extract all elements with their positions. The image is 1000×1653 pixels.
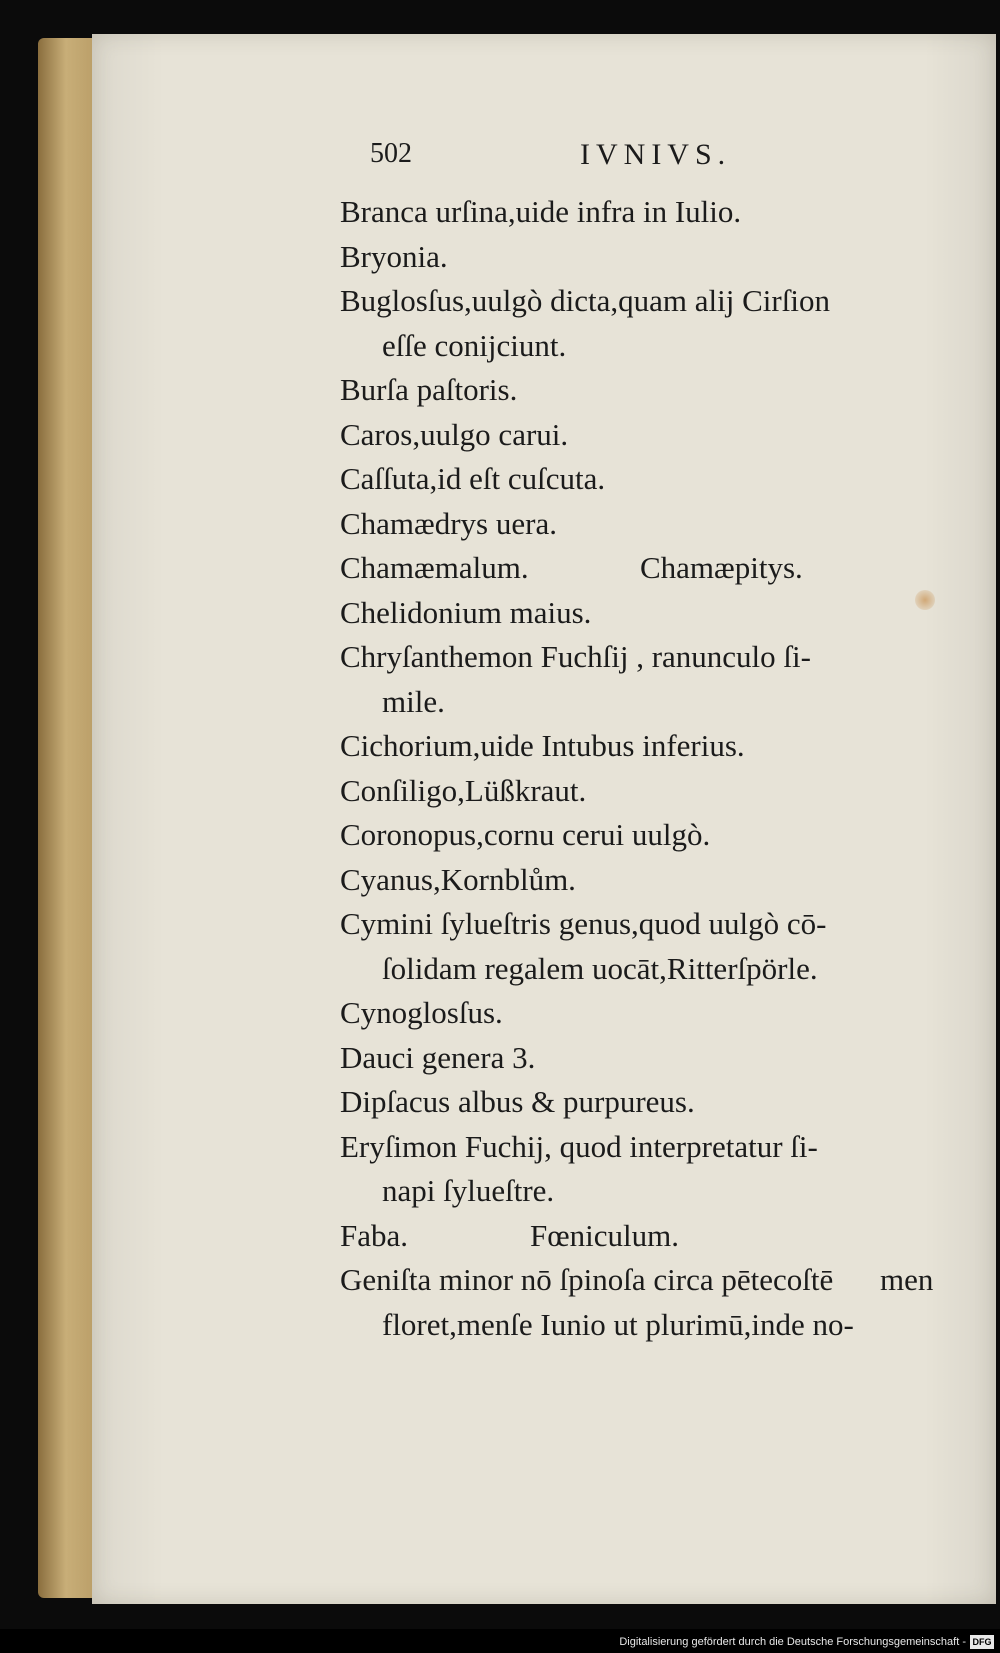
list-item: Cichorium,uide Intubus inferius. bbox=[340, 728, 745, 763]
list-item: Cynoglosſus. bbox=[340, 995, 503, 1030]
footer-credit: Digitalisierung gefördert durch die Deutsche Forschungsgemeinschaft - bbox=[619, 1636, 966, 1648]
list-item: Chamædrys uera. bbox=[340, 505, 557, 541]
list-item: Faba. bbox=[340, 1217, 409, 1253]
list-item: Buglosſus,uulgò dicta,quam alij Cirſion bbox=[340, 283, 830, 318]
plant-list bbox=[340, 190, 940, 1347]
list-item: Dipſacus albus & purpureus. bbox=[340, 1084, 695, 1119]
list-item: Bryonia. bbox=[340, 238, 448, 274]
dfg-logo: DFG bbox=[970, 1635, 994, 1649]
list-item-continuation: eſſe conijciunt. bbox=[382, 327, 567, 363]
running-head: IVNIVS. bbox=[580, 138, 732, 171]
list-item-pair bbox=[340, 1214, 940, 1259]
list-item: Chryſanthemon Fuchſij , ranunculo ſi- bbox=[340, 639, 811, 674]
page-header bbox=[370, 138, 730, 178]
footer-bar bbox=[0, 1629, 1000, 1653]
list-item: Dauci genera 3. bbox=[340, 1039, 536, 1075]
list-item: Cymini ſylueſtris genus,quod uulgò cō- bbox=[340, 906, 827, 941]
list-item: Fœniculum. bbox=[530, 1217, 679, 1253]
list-item: Eryſimon Fuchij, quod interpretatur ſi- bbox=[340, 1128, 818, 1164]
list-item: Chamæpitys. bbox=[640, 550, 803, 585]
catchword: men bbox=[880, 1262, 934, 1297]
list-item: Branca urſina,uide infra in Iulio. bbox=[340, 194, 742, 229]
list-item: Chamæmalum. bbox=[340, 550, 529, 585]
list-item: Cyanus,Kornblům. bbox=[340, 861, 576, 897]
page-number: 502 bbox=[370, 138, 412, 169]
list-item: Geniſta minor nō ſpinoſa circa pētecoſtē bbox=[340, 1262, 834, 1297]
list-item-continuation: napi ſylueſtre. bbox=[382, 1173, 555, 1208]
list-item: Conſiligo,Lüßkraut. bbox=[340, 772, 587, 808]
list-item: Caſſuta,id eſt cuſcuta. bbox=[340, 461, 606, 496]
list-item: Burſa paſtoris. bbox=[340, 372, 518, 407]
list-item-continuation: floret,menſe Iunio ut plurimū,inde no- bbox=[382, 1306, 854, 1342]
list-item: Chelidonium maius. bbox=[340, 594, 592, 630]
list-item-continuation: mile. bbox=[382, 683, 445, 719]
book-edge bbox=[38, 38, 100, 1598]
list-item: Coronopus,cornu cerui uulgò. bbox=[340, 817, 711, 852]
list-item: Caros,uulgo carui. bbox=[340, 416, 569, 452]
list-item-pair bbox=[340, 546, 940, 591]
list-item-continuation: ſolidam regalem uocāt,Ritterſpörle. bbox=[382, 950, 818, 986]
